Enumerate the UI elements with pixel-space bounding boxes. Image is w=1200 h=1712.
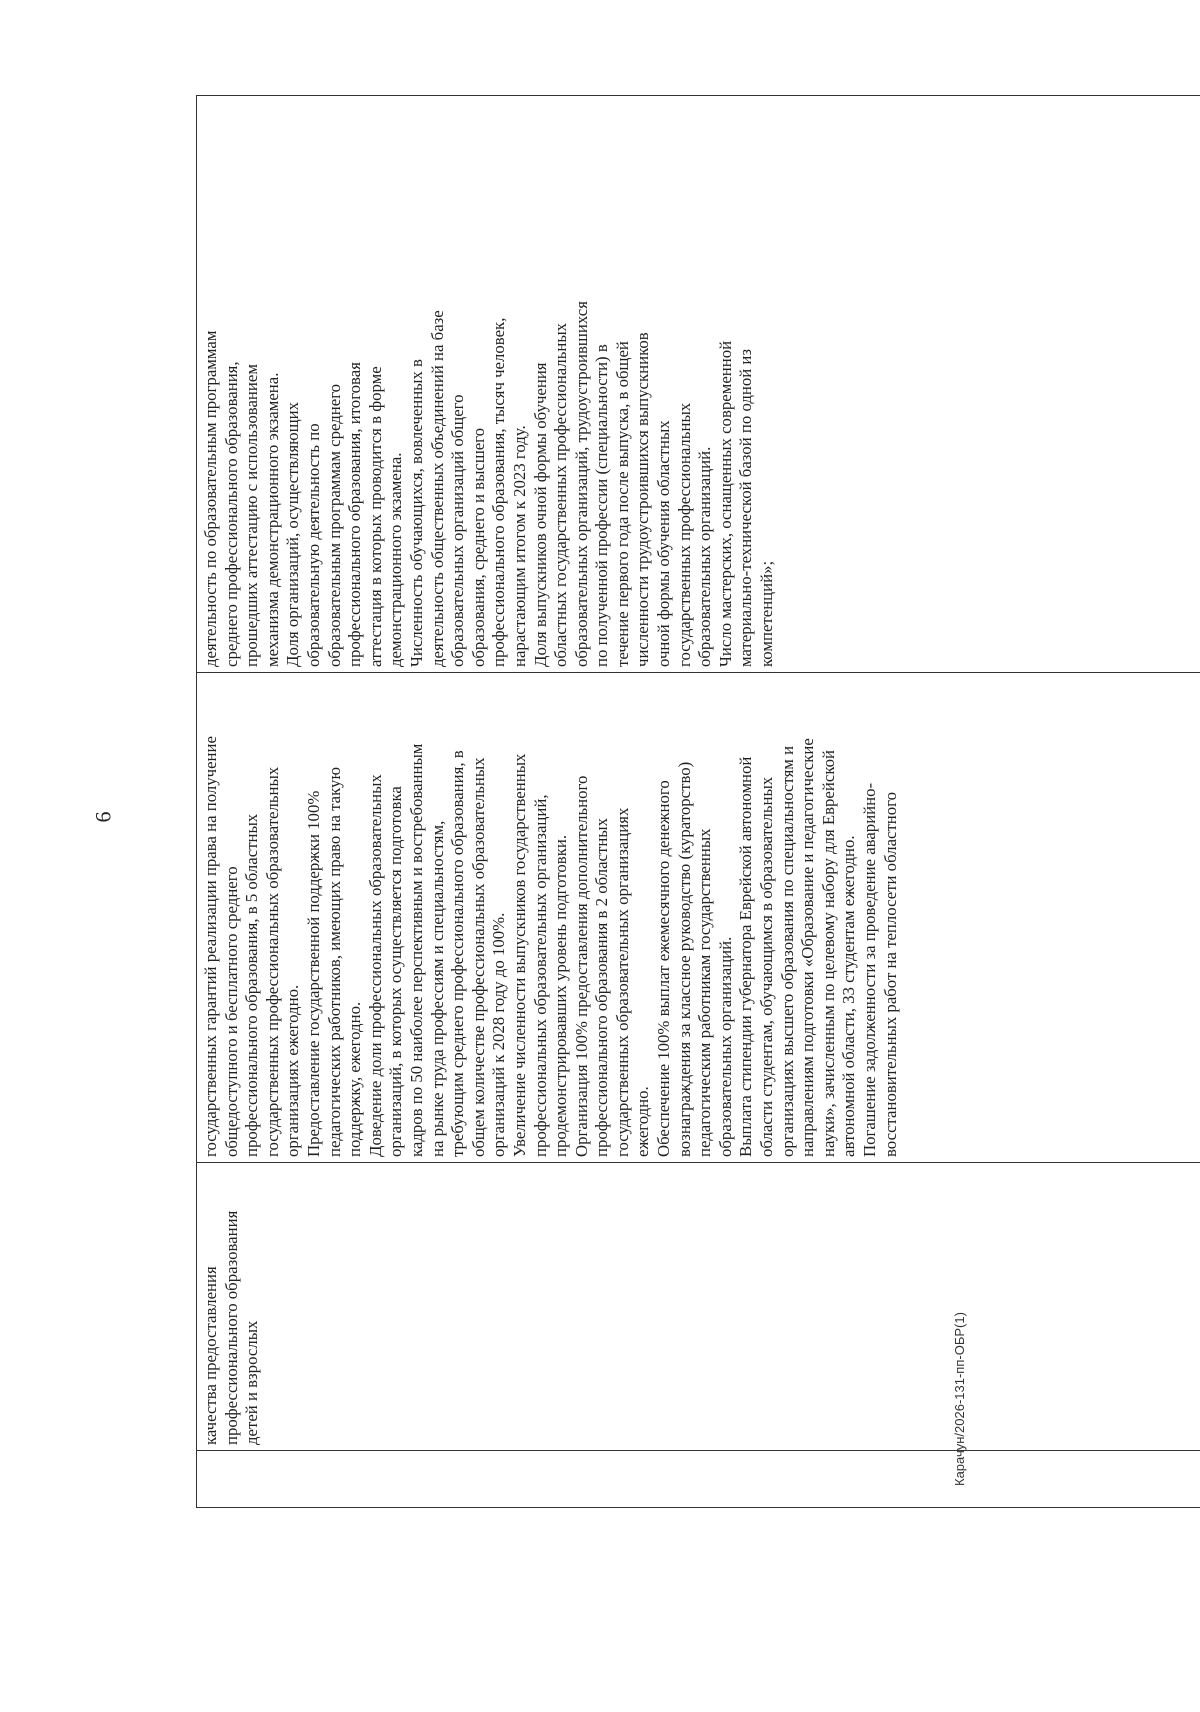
- text-line: Обеспечение 100% выплат ежемесячного денежного: [654, 780, 674, 1157]
- text-line: общедоступного и бесплатного среднего: [221, 866, 241, 1157]
- text-line: демонстрационного экзамена.: [386, 452, 406, 667]
- rotated-page-content: [196, 136, 1200, 1508]
- text-line: кадров по 50 наиболее перспективным и востребованным: [406, 743, 426, 1157]
- text-line: по полученной профессии (специальности) в: [592, 344, 612, 667]
- text-line: поддержку, ежегодно.: [345, 1001, 365, 1157]
- text-line: организаций к 2028 году до 100%.: [489, 912, 509, 1157]
- text-line: педагогических работников, имеющих право на такую: [324, 767, 344, 1157]
- text-line: компетенций»;: [757, 560, 777, 667]
- text-line: ежегодно.: [633, 1086, 653, 1157]
- document-footer-code: Карачун/2026-131-пп-ОБР(1): [952, 1312, 967, 1486]
- table-cell-indicators: [197, 96, 1200, 673]
- text-line: Доведение доли профессиональных образовательных: [365, 774, 385, 1157]
- text-line: общем количестве профессиональных образовательных: [468, 757, 488, 1157]
- text-line: Погашение задолженности за проведение аварийно-: [860, 782, 879, 1157]
- table-cell-expected-results: [197, 673, 1200, 1163]
- text-line: направлениям подготовки «Образование и педагогические: [798, 738, 818, 1157]
- text-line: численности трудоустроившихся выпускников: [633, 332, 653, 667]
- text-line: деятельность по образовательным программам: [201, 330, 220, 667]
- text-line: образовательным программам среднего: [324, 383, 344, 667]
- text-line: Предоставление государственной поддержки 100%: [303, 790, 323, 1157]
- text-line: профессионального образования, в 5 областных: [242, 813, 262, 1157]
- text-line: образования, среднего и высшего: [468, 427, 488, 667]
- text-line: очной формы обучения областных: [654, 420, 674, 667]
- text-line: Численность обучающихся, вовлеченных в: [406, 359, 426, 667]
- text-line: профессионального образования, итоговая: [345, 362, 365, 667]
- text-line: областных государственных профессиональных: [551, 322, 571, 667]
- text-line: профессионального образования, тысяч человек,: [489, 317, 509, 667]
- text-line: образовательных организаций общего: [448, 394, 468, 667]
- table-cell-subtask-name: [197, 1163, 1200, 1451]
- page-number: 6: [90, 811, 116, 823]
- text-line: области студентам, обучающимся в образовательных: [757, 776, 777, 1157]
- text-line: Доля выпускников очной формы обучения: [530, 362, 550, 667]
- text-line: деятельность общественных объединений на базе: [427, 310, 447, 667]
- text-line: государственных образовательных организациях: [612, 807, 632, 1157]
- text-line: Доля организаций, осуществляющих: [283, 401, 303, 667]
- document-table: [196, 95, 1200, 1508]
- text-line: течение первого года после выпуска, в общей: [612, 341, 632, 667]
- text-line: нарастающим итогом к 2023 году.: [509, 425, 529, 667]
- text-line: Увеличение численности выпускников государственных: [509, 753, 529, 1157]
- text-line: организациях ежегодно.: [283, 984, 303, 1157]
- text-line: Выплата стипендии губернатора Еврейской автономной: [736, 756, 756, 1157]
- text-line: детей и взрослых: [242, 1320, 262, 1445]
- text-line: государственных профессиональных образовательных: [262, 766, 282, 1157]
- text-line: Организация 100% предоставления дополнительного: [571, 775, 591, 1157]
- text-line: восстановительных работ на теплосети областного: [880, 791, 900, 1157]
- text-line: Число мастерских, оснащенных современной: [715, 340, 735, 667]
- text-line: вознаграждения за классное руководство (кураторство): [674, 761, 694, 1157]
- text-line: профессионального образования: [221, 1210, 241, 1445]
- table-row: [197, 96, 1200, 1508]
- text-line: среднего профессионального образования,: [221, 361, 241, 667]
- text-line: качества предоставления: [201, 1266, 220, 1445]
- text-line: на рынке труда профессиям и специальностям,: [427, 820, 447, 1157]
- text-line: образовательную деятельность по: [303, 423, 323, 667]
- text-line: науки», зачисленным по целевому набору для Еврейской: [818, 750, 838, 1157]
- text-line: автономной области, 33 студентам ежегодно.: [839, 835, 859, 1157]
- text-line: педагогическим работникам государственных: [695, 828, 715, 1157]
- text-line: продемонстрировавших уровень подготовки.: [551, 834, 571, 1157]
- text-line: государственных профессиональных: [674, 402, 694, 667]
- text-line: профессионального образования в 2 областных: [592, 818, 612, 1157]
- text-line: образовательных организаций.: [695, 446, 715, 667]
- text-line: механизма демонстрационного экзамена.: [262, 372, 282, 667]
- text-line: аттестация в которых проводится в форме: [365, 366, 385, 667]
- text-line: организаций, в которых осуществляется подготовка: [386, 786, 406, 1157]
- text-line: государственных гарантий реализации права на получение: [201, 736, 220, 1157]
- text-line: организациях высшего образования по специальностям и: [777, 745, 797, 1157]
- table-cell-blank: [197, 1451, 1200, 1508]
- text-line: образовательных организаций, трудоустроившихся: [571, 301, 591, 667]
- text-line: требующим среднего профессионального образования, в: [448, 750, 468, 1157]
- text-line: прошедших аттестацию с использованием: [242, 364, 262, 667]
- text-line: профессиональных образовательных организаций,: [530, 794, 550, 1157]
- text-line: образовательных организаций.: [715, 936, 735, 1157]
- text-line: материально-технической базой по одной из: [736, 348, 756, 667]
